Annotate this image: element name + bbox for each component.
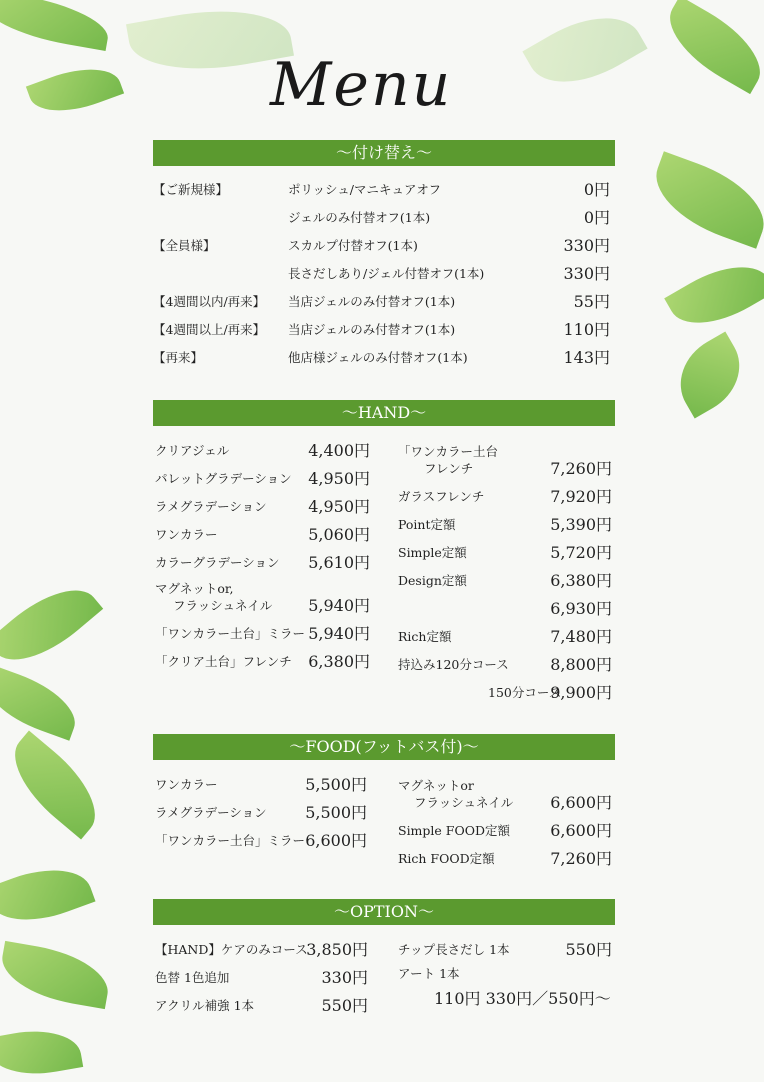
leaf-decoration xyxy=(643,151,764,248)
menu-item-price: 5,390円 xyxy=(550,515,612,534)
menu-item-price: 6,600円 xyxy=(550,793,612,812)
leaf-decoration xyxy=(0,854,96,935)
menu-item-name: 「ワンカラー土台」ミラー xyxy=(155,626,306,641)
menu-item-price: 7,260円 xyxy=(550,849,612,868)
section-header-option: ～OPTION～ xyxy=(153,899,615,925)
menu-item-name: 「ワンカラー土台 xyxy=(398,444,499,459)
menu-item-price: 6,930円 xyxy=(550,599,612,618)
leaf-decoration xyxy=(664,248,764,341)
menu-item-price: 330円 xyxy=(563,236,610,255)
menu-item-name: 「ワンカラー土台」ミラー xyxy=(155,833,306,848)
menu-item-name: マグネットor xyxy=(398,778,474,793)
menu-item-name: カラーグラデーション xyxy=(155,555,280,570)
menu-item-price: 7,480円 xyxy=(550,627,612,646)
menu-item-name: ポリッシュ/マニキュアオフ xyxy=(288,182,441,197)
menu-item-price: 7,920円 xyxy=(550,487,612,506)
menu-item-price: 6,600円 xyxy=(305,831,367,850)
menu-item-name: ガラスフレンチ xyxy=(398,489,485,504)
category-label: 【ご新規様】 xyxy=(153,182,229,197)
menu-item-name: ジェルのみ付替オフ(1本) xyxy=(288,210,431,225)
menu-item-name: アート 1本 xyxy=(398,966,460,981)
menu-item-name: 長さだしあり/ジェル付替オフ(1本) xyxy=(288,266,485,281)
menu-item-price: 4,950円 xyxy=(308,469,370,488)
menu-item-name: Design定額 xyxy=(398,573,467,588)
menu-item-name: 色替 1色追加 xyxy=(155,970,230,985)
menu-item-price: 6,600円 xyxy=(550,821,612,840)
category-label: 【再来】 xyxy=(153,350,204,365)
menu-item-name: パレットグラデーション xyxy=(155,471,292,486)
menu-item-price: 5,500円 xyxy=(305,803,367,822)
menu-item-price: 5,060円 xyxy=(308,525,370,544)
menu-item-price: 5,940円 xyxy=(308,596,370,615)
menu-item-name: ワンカラー xyxy=(155,527,218,542)
menu-item-name: 【HAND】ケアのみコース xyxy=(155,942,308,957)
menu-item-name: クリアジェル xyxy=(155,443,230,458)
menu-item-price: 550円 xyxy=(565,940,612,959)
menu-item-name: Simple定額 xyxy=(398,545,467,560)
menu-item-price: 330円 xyxy=(563,264,610,283)
menu-item-name: ラメグラデーション xyxy=(155,805,267,820)
menu-item-name: 当店ジェルのみ付替オフ(1本) xyxy=(288,294,456,309)
leaf-decoration xyxy=(0,1023,83,1082)
category-label: 【4週間以上/再来】 xyxy=(153,322,266,337)
menu-item-name: フレンチ xyxy=(424,461,474,476)
leaf-decoration xyxy=(126,0,294,83)
menu-item-price: 3,850円 xyxy=(306,940,368,959)
leaf-decoration xyxy=(0,941,114,1009)
leaf-decoration xyxy=(0,664,85,740)
menu-item-price: 7,260円 xyxy=(550,459,612,478)
leaf-decoration xyxy=(655,0,764,94)
menu-item-name: フラッシュネイル xyxy=(173,598,273,613)
menu-item-price: 4,400円 xyxy=(308,441,370,460)
menu-item-price: 0円 xyxy=(583,208,610,227)
menu-title: Menu xyxy=(270,50,453,120)
menu-item-name: ラメグラデーション xyxy=(155,499,267,514)
menu-item-name: Simple FOOD定額 xyxy=(398,823,510,838)
menu-item-price: 4,950円 xyxy=(308,497,370,516)
menu-item-price: 110円 330円／550円～ xyxy=(434,989,611,1008)
menu-item-price: 0円 xyxy=(583,180,610,199)
leaf-decoration xyxy=(665,332,756,419)
menu-item-name: Point定額 xyxy=(398,517,456,532)
menu-item-name: フラッシュネイル xyxy=(414,795,514,810)
menu-item-name: 持込み120分コース xyxy=(398,657,509,672)
section-header-tsukekae: ～付け替え～ xyxy=(153,140,615,166)
menu-item-price: 5,940円 xyxy=(308,624,370,643)
leaf-decoration xyxy=(26,56,124,124)
menu-item-price: 5,720円 xyxy=(550,543,612,562)
leaf-decoration xyxy=(522,0,647,103)
leaf-decoration xyxy=(0,730,113,839)
menu-item-name: ワンカラー xyxy=(155,777,218,792)
menu-item-name: マグネットor, xyxy=(155,581,234,596)
menu-item-price: 550円 xyxy=(321,996,368,1015)
menu-item-price: 6,380円 xyxy=(308,652,370,671)
section-header-food: ～FOOD(フットバス付)～ xyxy=(153,734,615,760)
menu-item-name: Rich定額 xyxy=(398,629,452,644)
menu-item-price: 330円 xyxy=(321,968,368,987)
menu-item-name: アクリル補強 1本 xyxy=(155,998,255,1013)
menu-item-name: スカルプ付替オフ(1本) xyxy=(288,238,418,253)
leaf-decoration xyxy=(0,0,112,51)
menu-item-name: チップ長さだし 1本 xyxy=(398,942,510,957)
menu-item-name: 「クリア土台」フレンチ xyxy=(155,654,292,669)
category-label: 【4週間以内/再来】 xyxy=(153,294,266,309)
menu-item-name: 当店ジェルのみ付替オフ(1本) xyxy=(288,322,456,337)
category-label: 【全員様】 xyxy=(153,238,216,253)
menu-item-price: 9,900円 xyxy=(550,683,612,702)
menu-item-name: Rich FOOD定額 xyxy=(398,851,495,866)
menu-item-price: 5,610円 xyxy=(308,553,370,572)
menu-item-price: 6,380円 xyxy=(550,571,612,590)
menu-item-price: 55円 xyxy=(573,292,610,311)
menu-item-name: 他店様ジェルのみ付替オフ(1本) xyxy=(288,350,468,365)
leaf-decoration xyxy=(0,570,103,679)
section-header-hand: ～HAND～ xyxy=(153,400,615,426)
menu-item-price: 8,800円 xyxy=(550,655,612,674)
menu-item-name: 150分コース xyxy=(488,685,562,700)
menu-item-price: 5,500円 xyxy=(305,775,367,794)
menu-item-price: 143円 xyxy=(563,348,610,367)
menu-item-price: 110円 xyxy=(563,320,610,339)
